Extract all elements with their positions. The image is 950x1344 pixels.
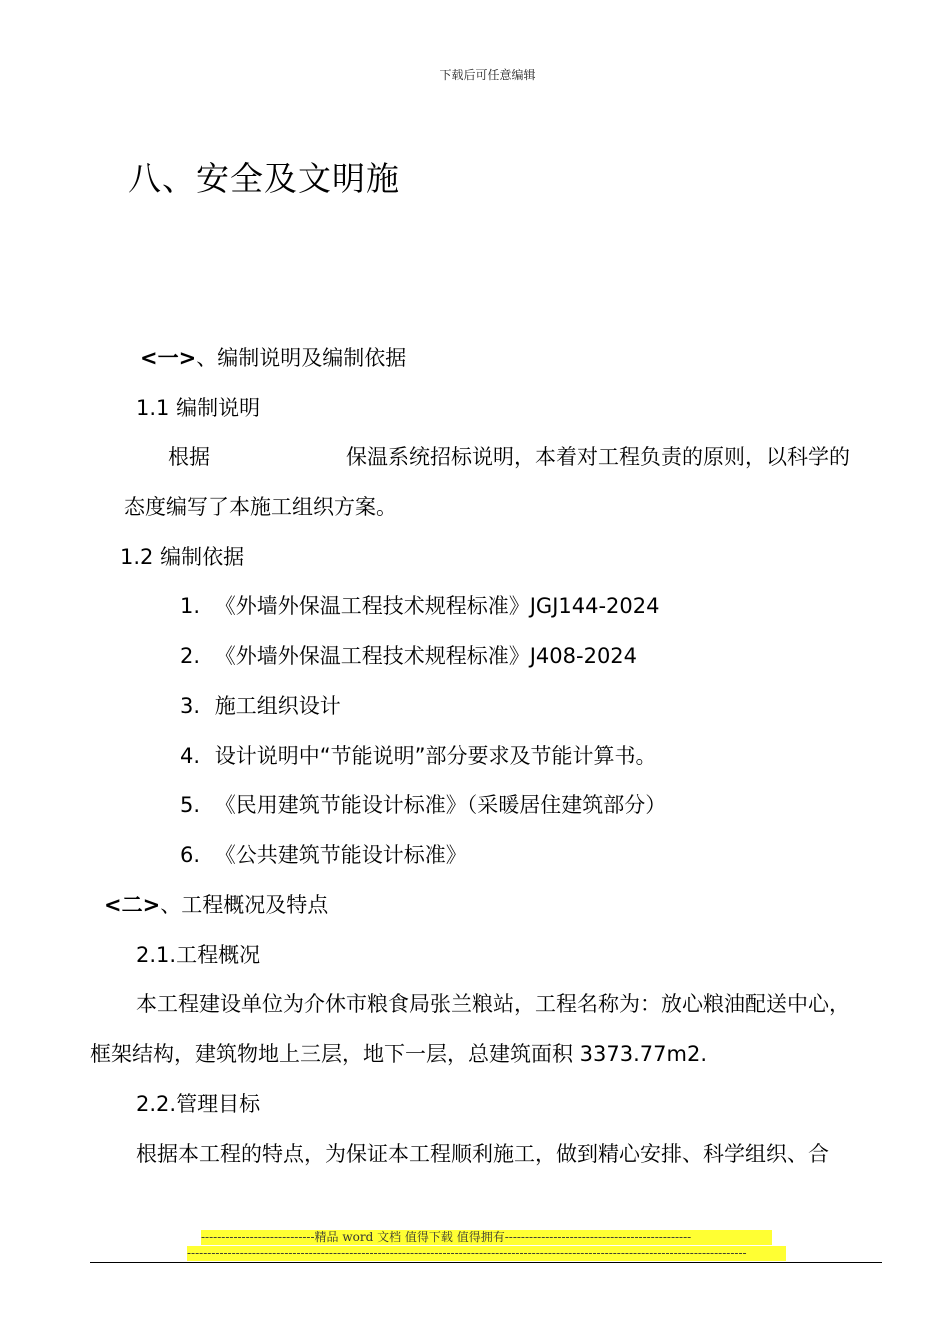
list-item-text: 《公共建筑节能设计标准》 <box>214 843 467 867</box>
section-2-heading <box>104 891 328 919</box>
list-item-text: 《外墙外保温工程技术规程标准》J408-2024 <box>214 644 638 668</box>
reference-list-item <box>180 791 666 819</box>
section-2-title: 、工程概况及特点 <box>160 893 329 917</box>
section-2-mark: <二> <box>104 893 161 917</box>
section-1-heading <box>140 344 406 372</box>
list-item-text: 《外墙外保温工程技术规程标准》JGJ144-2024 <box>214 594 660 618</box>
reference-list-item <box>180 642 637 670</box>
subsection-2-2-heading: 2.2.管理目标 <box>136 1092 261 1116</box>
section-1-mark: <一> <box>140 346 197 370</box>
list-item-number: 4. <box>180 744 201 768</box>
list-item-number: 2. <box>180 644 201 668</box>
reference-list-item <box>180 841 467 869</box>
list-item-number: 5. <box>180 793 201 817</box>
subsection-1-2-heading: 1.2 编制依据 <box>120 545 245 569</box>
list-item-text: 《民用建筑节能设计标准》（采暖居住建筑部分） <box>214 793 667 817</box>
list-item-text: 设计说明中“节能说明”部分要求及节能计算书。 <box>214 744 657 768</box>
paragraph-1-1-start: 根据 <box>168 445 210 469</box>
document-title: 八、安全及文明施 <box>128 159 400 198</box>
list-item-text: 施工组织设计 <box>214 694 341 718</box>
footer-banner-line-2: ------------------------------------------------------------------------------------------------------------------------------------------ <box>187 1246 786 1261</box>
reference-list-item <box>180 692 341 720</box>
header-note: 下载后可任意编辑 <box>439 68 536 82</box>
reference-list-item <box>180 742 657 770</box>
subsection-2-1-heading: 2.1.工程概况 <box>136 943 261 967</box>
list-item-number: 1. <box>180 594 201 618</box>
paragraph-2-1-line-2: 框架结构，建筑物地上三层，地下一层，总建筑面积 3373.77m2. <box>90 1042 708 1066</box>
paragraph-1-1-line-2: 态度编写了本施工组织方案。 <box>124 495 397 519</box>
paragraph-2-1-line-1: 本工程建设单位为介休市粮食局张兰粮站，工程名称为：放心粮油配送中心， <box>136 992 850 1016</box>
footer-banner-line-1: ----------------------------精品 word 文档 值得下载 值得拥有---------------------------------------------- <box>201 1230 772 1245</box>
subsection-1-1-heading: 1.1 编制说明 <box>136 396 261 420</box>
section-1-title: 、编制说明及编制依据 <box>196 346 407 370</box>
paragraph-2-2-line-1: 根据本工程的特点，为保证本工程顺利施工，做到精心安排、科学组织、合 <box>136 1142 829 1166</box>
footer-rule <box>90 1262 882 1263</box>
list-item-number: 6. <box>180 843 201 867</box>
list-item-number: 3. <box>180 694 201 718</box>
paragraph-1-1-continued: 保温系统招标说明，本着对工程负责的原则，以科学的 <box>346 445 850 469</box>
reference-list-item <box>180 592 660 620</box>
